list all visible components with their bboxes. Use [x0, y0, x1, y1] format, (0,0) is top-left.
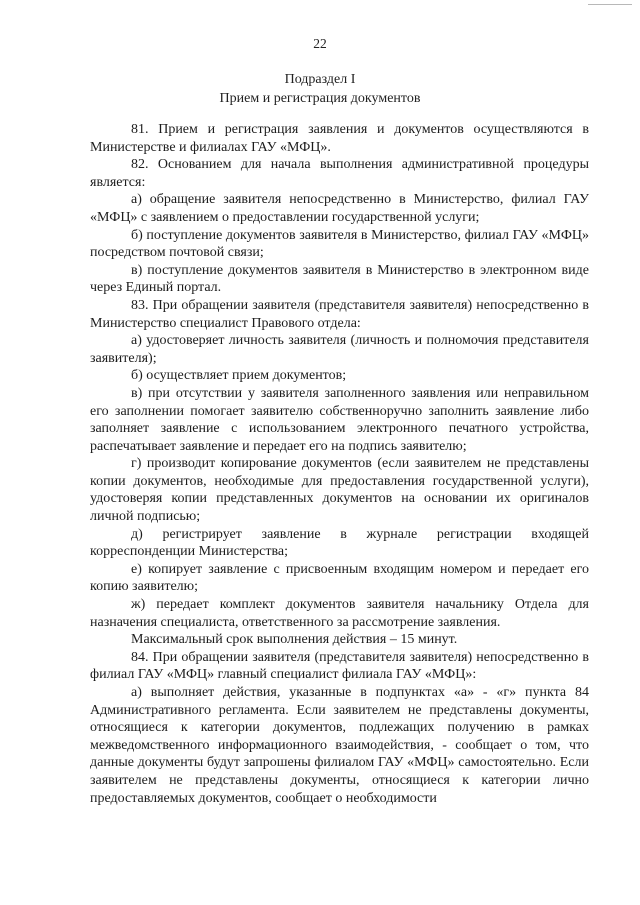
paragraph-83-b: б) осуществляет прием документов;	[131, 368, 347, 384]
paragraph-82-v: в) поступление документов заявителя в Министерство в электронном виде через Единый портал.	[90, 262, 589, 296]
document-body	[90, 121, 589, 807]
paragraph-83-e: е) копирует заявление с присвоенным входящим номером и передает его копию заявителю;	[90, 561, 589, 595]
paragraph-82: 82. Основанием для начала выполнения административной процедуры является:	[90, 157, 589, 190]
paragraph-84-a: а) выполняет действия, указанные в подпунктах «а» - «г» пункта 84 Административного регламента. Если заявителем не представлены документы, относящиеся к категории документов, подлежащих получению в рамках межведомственного информационного взаимодействия, - сообщает о том, что данные документы будут запрошены филиалом ГАУ «МФЦ» самостоятельно. Если заявителем не представлены документы, относящиеся к категории лично предоставляемых документов, сообщает о необходимости	[90, 685, 589, 806]
paragraph-82-a: а) обращение заявителя непосредственно в Министерство, филиал ГАУ «МФЦ» с заявлением о предоставлении государственной услуги;	[90, 192, 589, 225]
subsection-heading	[0, 70, 640, 108]
paragraph-83-zh: ж) передает комплект документов заявителя начальнику Отдела для назначения специалиста, ответственного за рассмотрение заявления.	[90, 597, 589, 630]
paragraph-83-g: г) производит копирование документов (если заявителем не представлены копии документов, необходимые для предоставления государственной услуги), удостоверяя копии представленных документов на основании их оригиналов личной подписью;	[90, 456, 589, 525]
paragraph-83-v: в) при отсутствии у заявителя заполненного заявления или неправильном его заполнении помогает заявителю собственноручно заполнить заявление либо заполняет заявление с использованием электронного печатного устройства, распечатывает заявление и передает его на подпись заявителю;	[90, 385, 589, 454]
paragraph-83-d: д) регистрирует заявление в журнале регистрации входящей корреспонденции Министерства;	[90, 526, 589, 560]
subsection-subtitle: Прием и регистрация документов	[219, 91, 421, 106]
paragraph-83: 83. При обращении заявителя (представителя заявителя) непосредственно в Министерство специалист Правового отдела:	[90, 297, 589, 331]
paragraph-max-time: Максимальный срок выполнения действия – 15 минут.	[131, 632, 458, 648]
page-number: 22	[313, 36, 327, 51]
subsection-title: Подраздел I	[284, 72, 356, 87]
paragraph-84: 84. При обращении заявителя (представителя заявителя) непосредственно в филиал ГАУ «МФЦ» главный специалист филиала ГАУ «МФЦ»:	[90, 649, 589, 683]
paragraph-81: 81. Прием и регистрация заявления и документов осуществляются в Министерстве и филиалах ГАУ «МФЦ».	[90, 122, 589, 155]
paragraph-83-a: а) удостоверяет личность заявителя (личность и полномочия представителя заявителя);	[90, 333, 589, 366]
top-edge-line	[588, 4, 632, 5]
paragraph-82-b: б) поступление документов заявителя в Министерство, филиал ГАУ «МФЦ» посредством почтовой связи;	[90, 227, 589, 261]
